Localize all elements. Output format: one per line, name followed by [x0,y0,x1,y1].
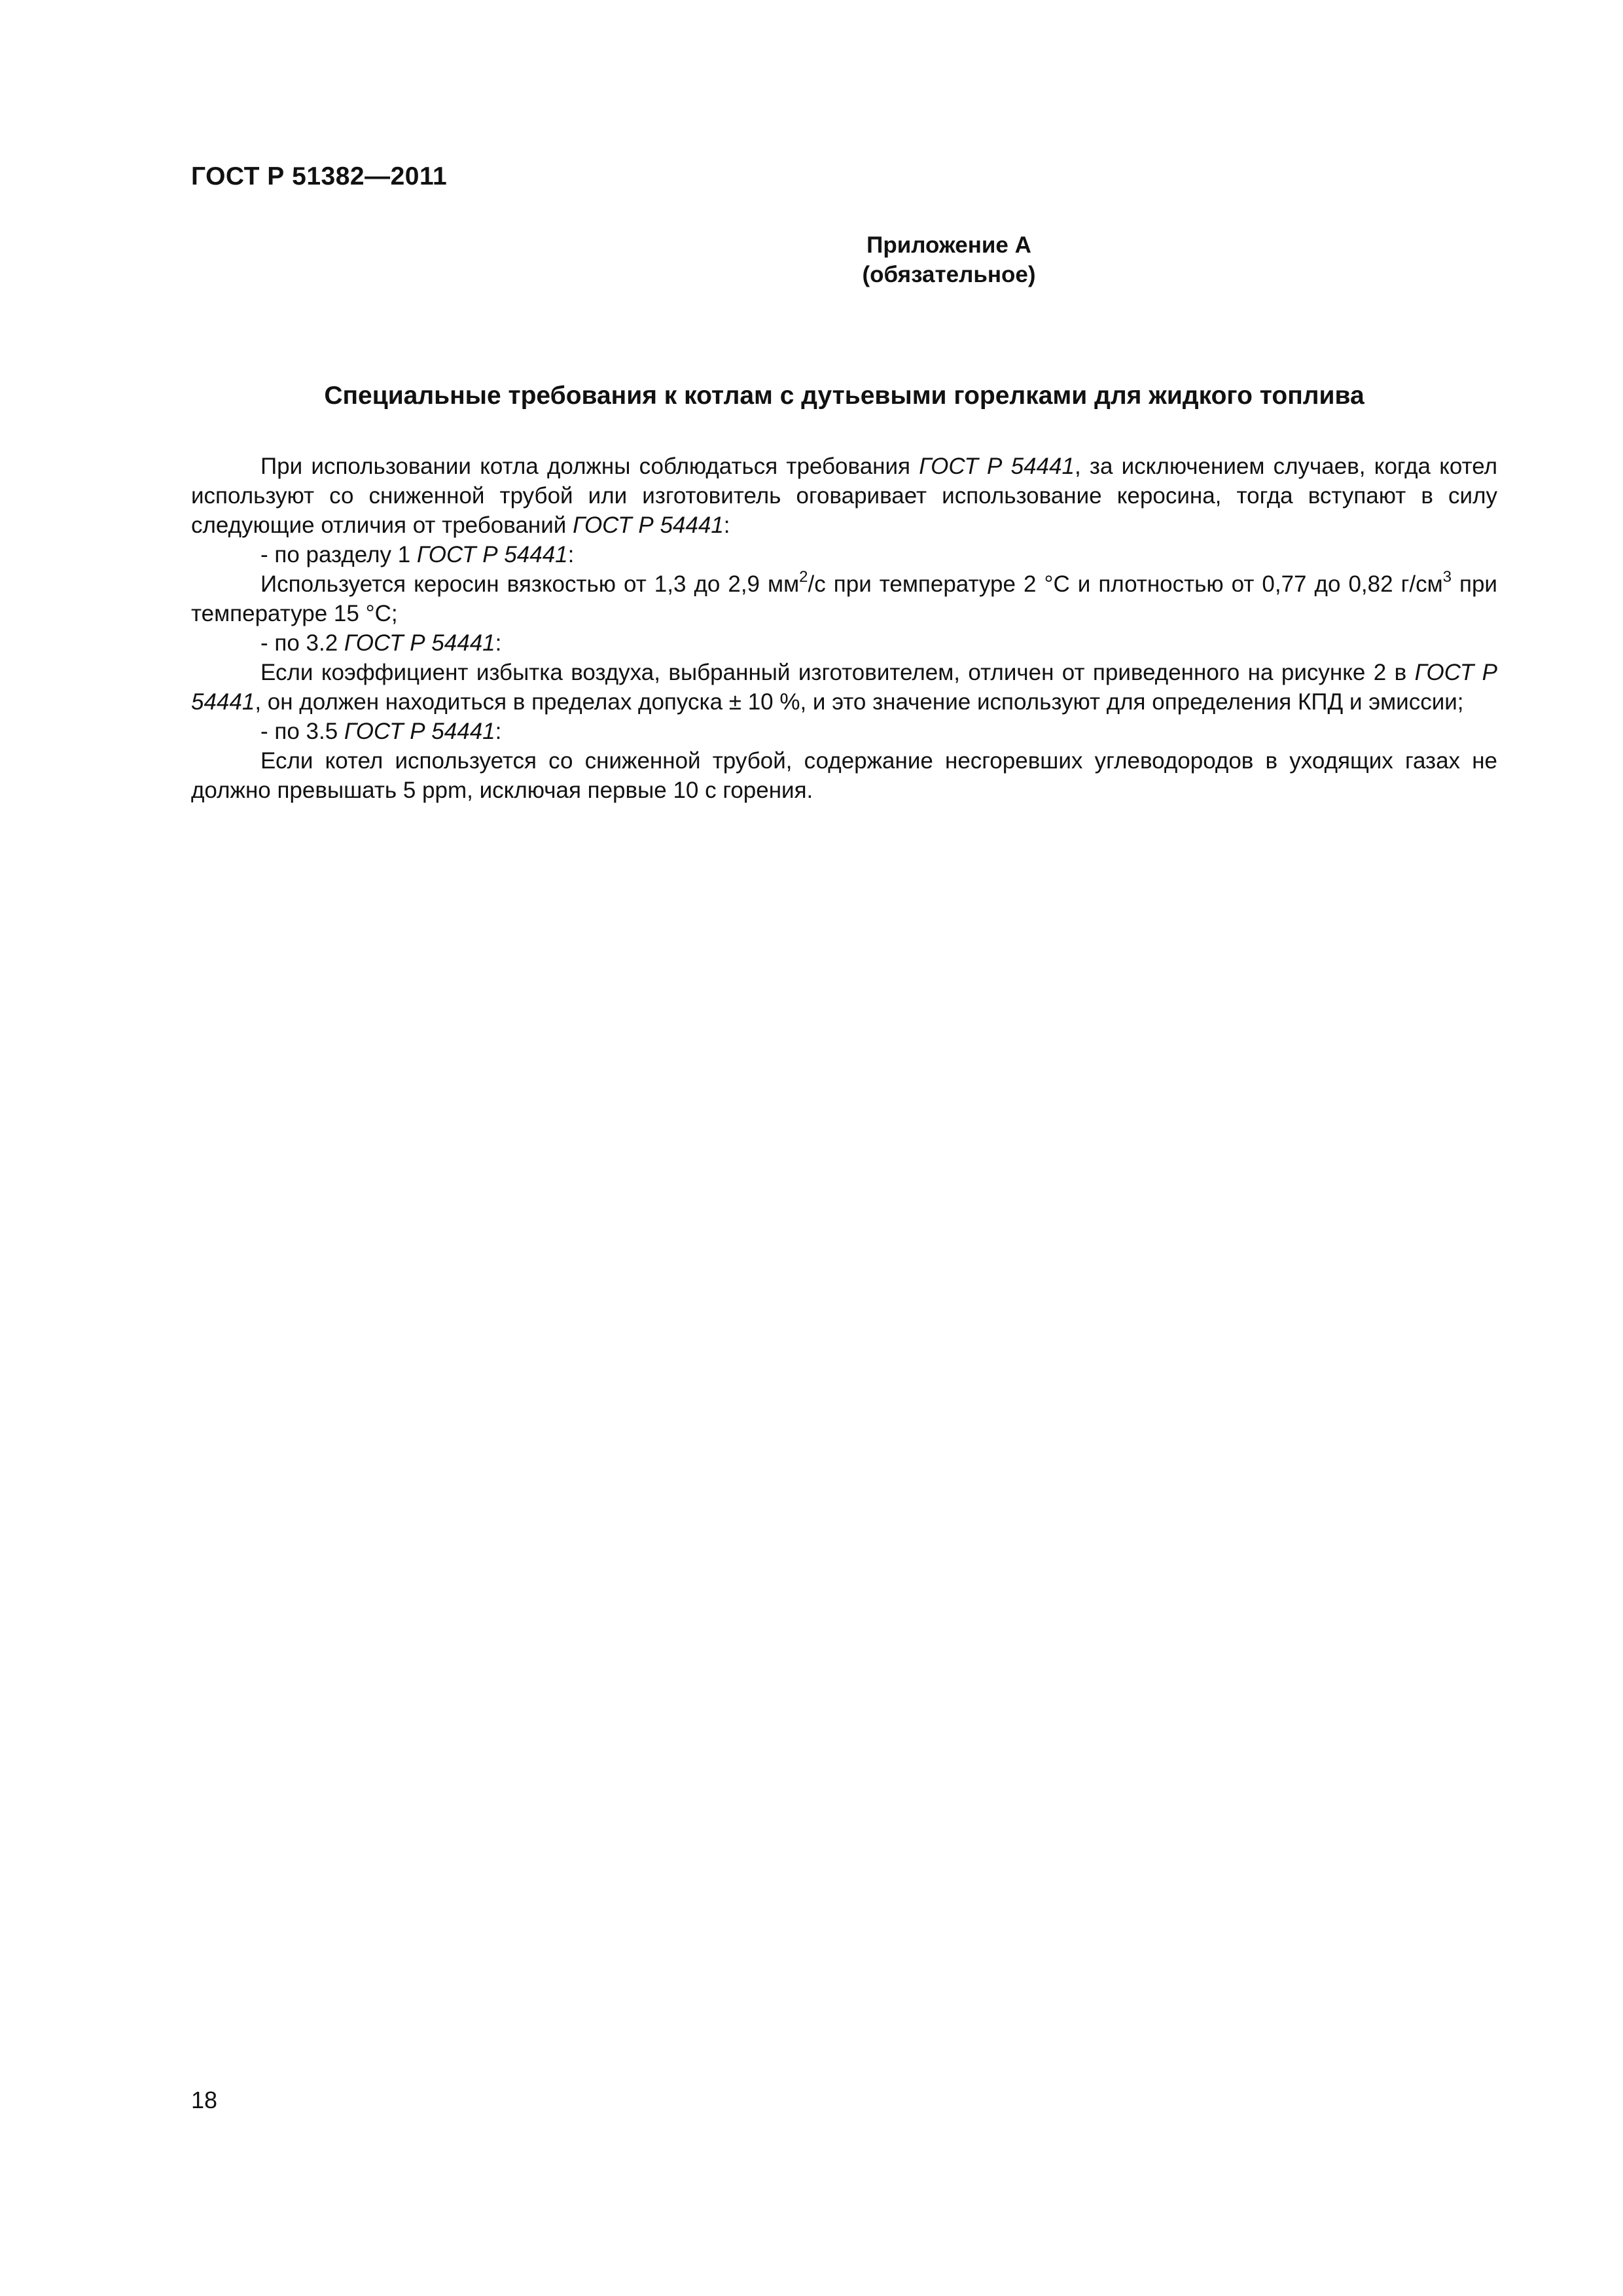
body-text [191,452,1497,805]
standard-reference: ГОСТ Р 54441 [919,454,1075,479]
standard-reference: ГОСТ Р 54441 [573,512,724,538]
list-item-3-5: - по 3.5 ГОСТ Р 54441: [260,719,502,744]
standard-reference: ГОСТ Р 54441 [344,719,495,744]
paragraph-intro: При использовании котла должны соблюдаться требования ГОСТ Р 54441, за исключением случаев, когда котел используют со сниженной трубой или изготовитель оговаривает использование керосина, тогда вступают в силу следующие отличия от требований ГОСТ Р 54441: [191,454,1497,538]
paragraph-air-excess: Если коэффициент избытка воздуха, выбранный изготовителем, отличен от приведенного на рисунке 2 в ГОСТ Р 54441, он должен находиться в пределах допуска ± 10 %, и это значение используют для определения КПД и эмиссии; [191,660,1497,715]
paragraph-kerosene: Используется керосин вязкостью от 1,3 до 2,9 $мм^2/с$ при температуре 2 °С и плотностью от 0,77 до 0,82 $г/см^3$ при температуре 15 °С; [191,568,1497,626]
page-number: 18 [191,2087,218,2113]
annex-status: (обязательное) [862,262,1036,287]
list-item-section-1: - по разделу 1 ГОСТ Р 54441: [260,542,575,567]
standard-designation: ГОСТ Р 51382—2011 [191,162,448,190]
standard-reference: ГОСТ Р 54441 [191,660,1497,715]
paragraph-hydrocarbons: Если котел используется со сниженной трубой, содержание несгоревших углеводородов в уходящих газах не должно превышать 5 ppm, исключая первые 10 с горения. [191,748,1497,803]
standard-reference: ГОСТ Р 54441 [344,630,495,656]
annex-heading [654,230,1243,289]
annex-title: Приложение А [866,232,1031,258]
section-title: Специальные требования к котлам с дутьевыми горелками для жидкого топлива [324,382,1364,410]
list-item-3-2: - по 3.2 ГОСТ Р 54441: [260,630,502,656]
standard-reference: ГОСТ Р 54441 [416,542,568,567]
